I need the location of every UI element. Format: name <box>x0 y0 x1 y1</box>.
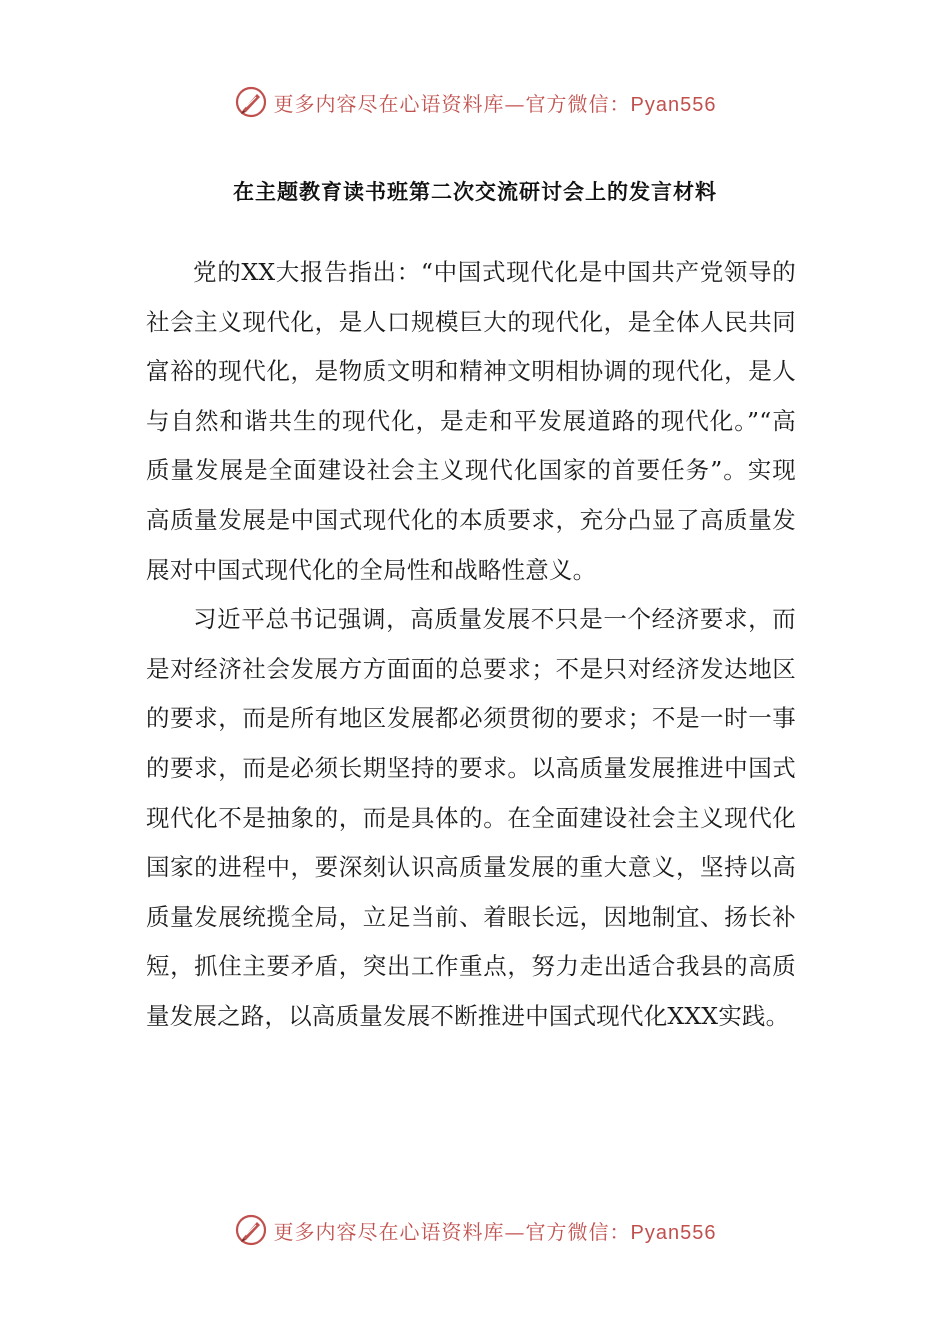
pen-nib-circle-icon <box>234 85 268 119</box>
document-body <box>146 248 796 1042</box>
wechat-id: Pyan556 <box>630 93 717 116</box>
promo-text: 更多内容尽在心语资料库—官方微信：Pyan556 <box>273 1219 717 1244</box>
pen-nib-circle-icon <box>234 1213 268 1247</box>
footer-promo-banner <box>0 1210 950 1250</box>
document-title: 在主题教育读书班第二次交流研讨会上的发言材料 <box>233 180 717 204</box>
header-promo-banner <box>0 82 950 122</box>
wechat-id: Pyan556 <box>630 1221 717 1244</box>
promo-text: 更多内容尽在心语资料库—官方微信：Pyan556 <box>273 91 717 116</box>
paragraph-1: 党的XX大报告指出：“中国式现代化是中国共产党领导的社会主义现代化，是人口规模巨大的现代化，是全体人民共同富裕的现代化，是物质文明和精神文明相协调的现代化，是人与自然和谐共生的现代化，是走和平发展道路的现代化。”“高质量发展是全面建设社会主义现代化国家的首要任务”。实现高质量发展是中国式现代化的本质要求，充分凸显了高质量发展对中国式现代化的全局性和战略性意义。 <box>146 258 796 584</box>
paragraph-2: 习近平总书记强调，高质量发展不只是一个经济要求，而是对经济社会发展方方面面的总要求；不是只对经济发达地区的要求，而是所有地区发展都必须贯彻的要求；不是一时一事的要求，而是必须长期坚持的要求。以高质量发展推进中国式现代化不是抽象的，而是具体的。在全面建设社会主义现代化国家的进程中，要深刻认识高质量发展的重大意义，坚持以高质量发展统揽全局，立足当前、着眼长远，因地制宜、扬长补短，抓住主要矛盾，突出工作重点，努力走出适合我县的高质量发展之路，以高质量发展不断推进中国式现代化XXX实践。 <box>146 605 796 1030</box>
